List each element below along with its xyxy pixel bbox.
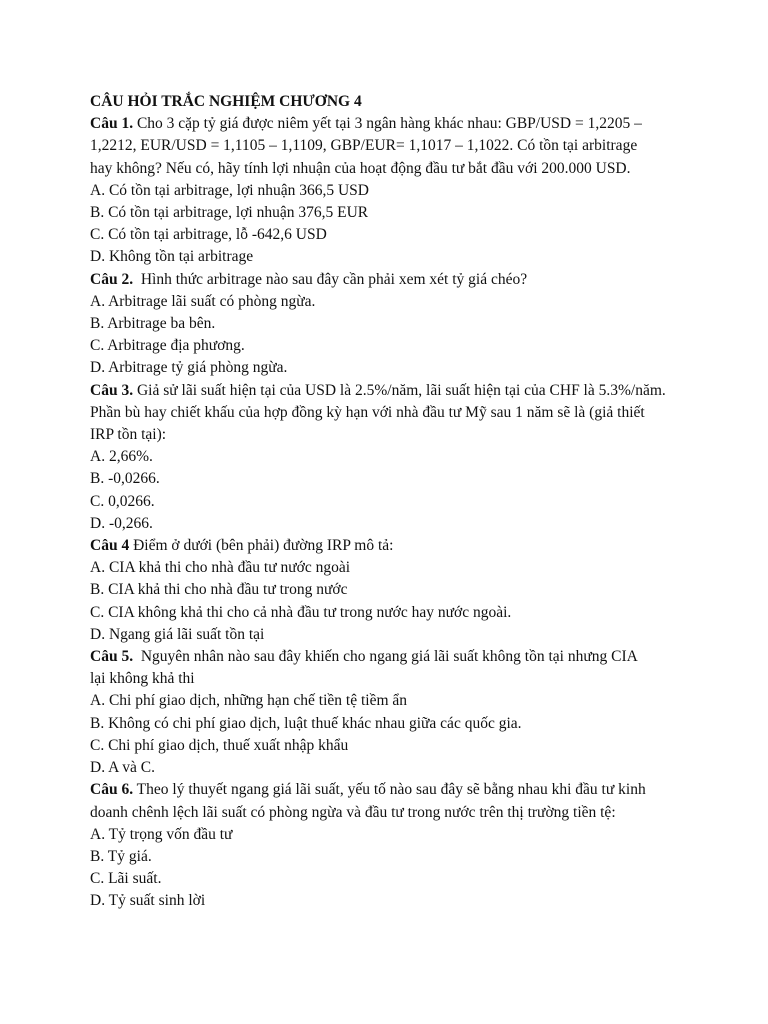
question-1-option-c: C. Có tồn tại arbitrage, lỗ -642,6 USD [90,226,327,244]
question-3 [90,380,690,535]
question-1-option-b: B. Có tồn tại arbitrage, lợi nhuận 376,5 EUR [90,204,369,222]
question-6-label: Câu 6. [90,781,134,799]
question-6-text-2: doanh chênh lệch lãi suất có phòng ngừa và đầu tư trong nước trên thị trường tiền tệ: [90,803,616,821]
question-2-text-1: Hình thức arbitrage nào sau đây cần phải xem xét tỷ giá chéo? [133,270,528,288]
question-1 [90,113,690,268]
question-2-option-c: C. Arbitrage địa phương. [90,337,245,355]
question-2-stem-line-1 [90,269,690,291]
question-5-text-2: lại không khả thi [90,670,195,688]
question-1-text-3: hay không? Nếu có, hãy tính lợi nhuận của hoạt động đầu tư bắt đầu với 200.000 USD. [90,159,631,177]
question-4-stem-line-1 [90,535,690,557]
question-6-option-b: B. Tỷ giá. [90,847,152,865]
question-5-text-1: Nguyên nhân nào sau đây khiến cho ngang giá lãi suất không tồn tại nhưng CIA [133,648,638,666]
question-1-text-2: 1,2212, EUR/USD = 1,1105 – 1,1109, GBP/EUR= 1,1017 – 1,1022. Có tồn tại arbitrage [90,137,638,155]
question-1-option-d: D. Không tồn tại arbitrage [90,248,254,266]
question-4-label: Câu 4 [90,537,130,555]
question-5-label: Câu 5. [90,648,134,666]
question-3-option-d: D. -0,266. [90,514,153,532]
question-2-option-b: B. Arbitrage ba bên. [90,315,216,333]
question-4-option-d: D. Ngang giá lãi suất tồn tại [90,625,265,643]
question-3-text-3: IRP tồn tại): [90,426,167,444]
question-1-text-1: Cho 3 cặp tỷ giá được niêm yết tại 3 ngân hàng khác nhau: GBP/USD = 1,2205 – [133,115,642,133]
question-6 [90,779,690,912]
question-3-option-a: A. 2,66%. [90,448,153,466]
question-1-label: Câu 1. [90,115,134,133]
question-6-option-c: C. Lãi suất. [90,870,162,888]
question-5-option-d: D. A và C. [90,759,156,777]
question-2-option-a: A. Arbitrage lãi suất có phòng ngừa. [90,292,316,310]
question-3-text-1: Giả sử lãi suất hiện tại của USD là 2.5%/năm, lãi suất hiện tại của CHF là 5.3%/năm. [133,381,666,399]
question-5 [90,646,690,779]
question-3-label: Câu 3. [90,381,134,399]
question-4 [90,535,690,646]
question-3-option-b: B. -0,0266. [90,470,160,488]
question-2-option-d: D. Arbitrage tỷ giá phòng ngừa. [90,359,288,377]
question-2-label: Câu 2. [90,270,134,288]
question-4-option-c: C. CIA không khả thi cho cả nhà đầu tư trong nước hay nước ngoài. [90,603,512,621]
question-5-option-b: B. Không có chi phí giao dịch, luật thuế khác nhau giữa các quốc gia. [90,714,522,732]
question-6-stem-line-1 [90,779,690,801]
question-5-option-a: A. Chi phí giao dịch, những hạn chế tiền tệ tiềm ẩn [90,692,408,710]
question-6-option-a: A. Tỷ trọng vốn đầu tư [90,825,233,843]
question-6-text-1: Theo lý thuyết ngang giá lãi suất, yếu tố nào sau đây sẽ bằng nhau khi đầu tư kinh [133,781,646,799]
question-3-text-2: Phần bù hay chiết khấu của hợp đồng kỳ hạn với nhà đầu tư Mỹ sau 1 năm sẽ là (giả thiết [90,403,645,421]
question-6-option-d: D. Tỷ suất sinh lời [90,892,206,910]
question-5-stem-line-1 [90,646,690,668]
document-title: CÂU HỎI TRẮC NGHIỆM CHƯƠNG 4 [90,93,362,110]
document-page [90,91,690,913]
question-3-option-c: C. 0,0266. [90,492,155,510]
question-2 [90,269,690,380]
question-1-stem-line-1 [90,113,690,135]
question-4-text-1: Điểm ở dưới (bên phải) đường IRP mô tả: [129,537,394,555]
question-4-option-b: B. CIA khả thi cho nhà đầu tư trong nước [90,581,348,599]
question-5-option-c: C. Chi phí giao dịch, thuế xuất nhập khẩu [90,736,349,754]
question-3-stem-line-1 [90,380,690,402]
question-1-option-a: A. Có tồn tại arbitrage, lợi nhuận 366,5 USD [90,181,369,199]
question-4-option-a: A. CIA khả thi cho nhà đầu tư nước ngoài [90,559,351,577]
